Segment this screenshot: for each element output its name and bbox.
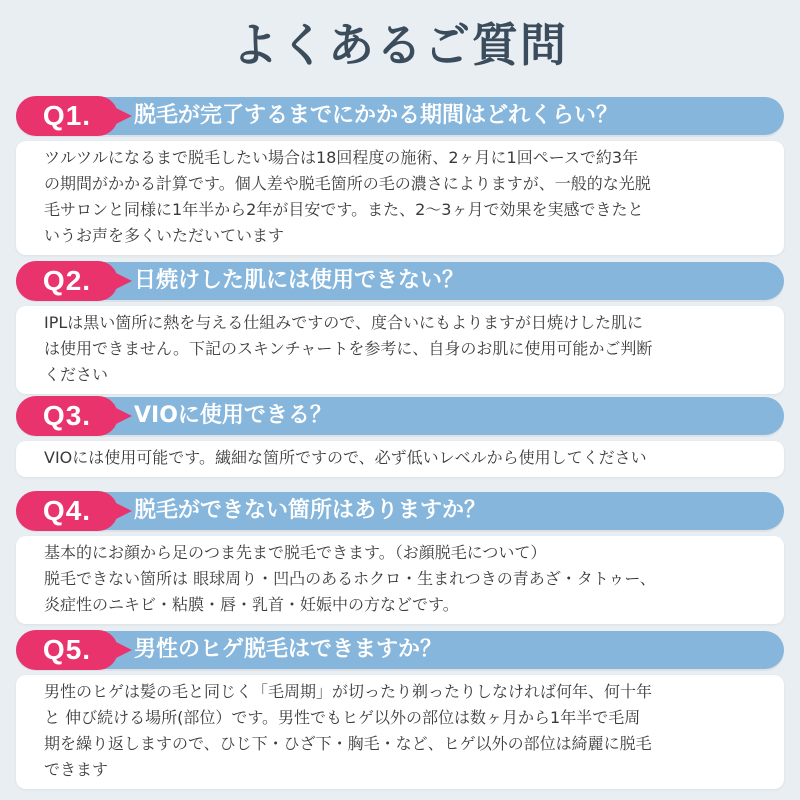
answer-line: ください [44, 365, 109, 384]
answer-line: 基本的にお顔から足のつま先まで脱毛できます。（お顔脱毛について） [44, 543, 547, 562]
question-bar [16, 631, 784, 669]
answer-line: 期を繰り返しますので、ひじ下・ひざ下・胸毛・など、ヒゲ以外の部位は綺麗に脱毛 [44, 734, 652, 753]
answer-line: 男性のヒゲは髪の毛と同じく「毛周期」が切ったり剃ったりしなければ何年、何十年 [44, 682, 653, 701]
question-bar [16, 492, 784, 530]
answer-box [16, 675, 784, 789]
question-bar [16, 262, 784, 300]
faq-item-q5 [16, 631, 784, 789]
answer-line: VIOには使用可能です。繊細な箇所ですので、必ず低いレベルから使用してください [44, 448, 647, 467]
question-badge: Q4. [16, 491, 118, 531]
question-bar [16, 97, 784, 135]
page-title: よくあるご質問 [232, 18, 568, 72]
answer-line: ツルツルになるまで脱毛したい場合は18回程度の施術、2ヶ月に1回ペースで約3年 [44, 148, 639, 167]
answer-box [16, 441, 784, 477]
answer-line: と 伸び続ける場所(部位）です。男性でもヒゲ以外の部位は数ヶ月から1年半で毛周 [44, 708, 641, 727]
answer-line: は使用できません。下記のスキンチャートを参考に、自身のお肌に使用可能かご判断 [44, 339, 653, 358]
answer-line: IPLは黒い箇所に熱を与える仕組みですので、度合いにもよりますが日焼けした肌に [44, 313, 643, 332]
answer-line: の期間がかかる計算です。個人差や脱毛箇所の毛の濃さによりますが、一般的な光脱 [44, 174, 651, 193]
question-badge: Q3. [16, 396, 118, 436]
faq-item-q1 [16, 97, 784, 255]
answer-line: 炎症性のニキビ・粘膜・唇・乳首・妊娠中の方などです。 [44, 595, 459, 614]
answer-box [16, 536, 784, 624]
question-badge: Q1. [16, 96, 118, 136]
faq-item-q4 [16, 492, 784, 624]
question-badge: Q2. [16, 261, 118, 301]
answer-line: 毛サロンと同様に1年半から2年が目安です。また、2〜3ヶ月で効果を実感できたと [44, 200, 644, 219]
answer-line: できます [44, 760, 109, 779]
answer-box [16, 306, 784, 394]
question-text: 男性のヒゲ脱毛はできますか？ [134, 637, 443, 662]
answer-box [16, 141, 784, 255]
question-text: VIOに使用できる？ [134, 403, 332, 428]
question-text: 脱毛ができない箇所はありますか？ [134, 498, 487, 523]
faq-item-q3 [16, 397, 784, 477]
question-text: 日焼けした肌には使用できない？ [134, 268, 465, 293]
question-text: 脱毛が完了するまでにかかる期間はどれくらい？ [134, 103, 619, 128]
answer-line: いうお声を多くいただいています [44, 226, 285, 245]
answer-line: 脱毛できない箇所は 眼球周り・凹凸のあるホクロ・生まれつきの青あざ・タトゥー、 [44, 569, 656, 588]
faq-item-q2 [16, 262, 784, 394]
question-bar [16, 397, 784, 435]
question-badge: Q5. [16, 630, 118, 670]
